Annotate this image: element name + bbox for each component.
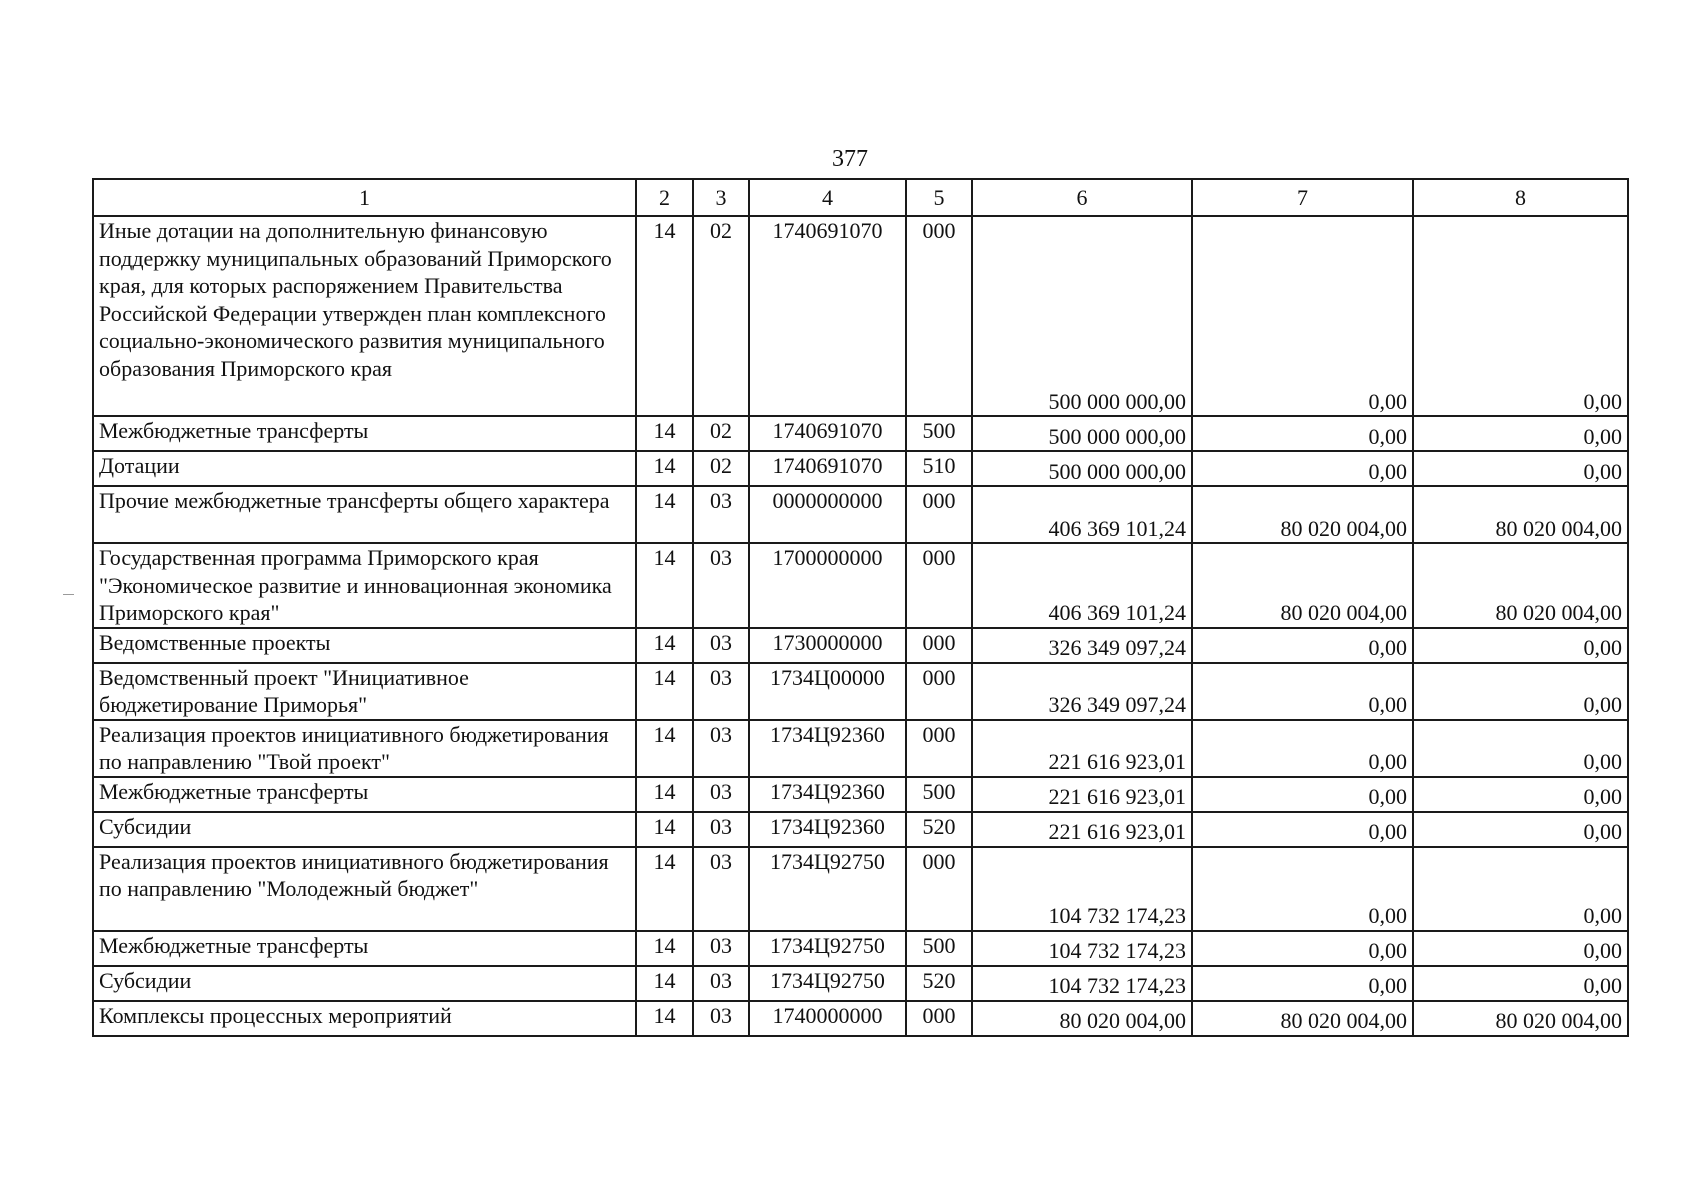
subsection-code: 03: [693, 628, 749, 663]
row-name: Реализация проектов инициативного бюджетирования по направлению "Твой проект": [93, 720, 636, 777]
amount-col6: 221 616 923,01: [972, 720, 1192, 777]
column-header: 2: [636, 179, 693, 216]
amount-col8: 0,00: [1413, 931, 1628, 966]
table-row: [93, 486, 1628, 543]
column-header: 7: [1192, 179, 1413, 216]
row-name: Прочие межбюджетные трансферты общего характера: [93, 486, 636, 543]
amount-col7: 0,00: [1192, 628, 1413, 663]
target-article-code: 1734Ц92750: [749, 966, 906, 1001]
expense-type-code: 000: [906, 486, 972, 543]
subsection-code: 03: [693, 720, 749, 777]
amount-col7: 80 020 004,00: [1192, 1001, 1413, 1036]
expense-type-code: 000: [906, 543, 972, 628]
expense-type-code: 000: [906, 628, 972, 663]
target-article-code: 0000000000: [749, 486, 906, 543]
amount-col8: 0,00: [1413, 216, 1628, 416]
row-name: Иные дотации на дополнительную финансовую поддержку муниципальных образований Приморского края, для которых распоряжением Правительства Российской Федерации утвержден план комплексного социально-экономического развития муниципального образования Приморского края: [93, 216, 636, 416]
section-code: 14: [636, 777, 693, 812]
amount-col8: 0,00: [1413, 663, 1628, 720]
target-article-code: 1734Ц92360: [749, 812, 906, 847]
budget-table: [92, 178, 1629, 1037]
target-article-code: 1730000000: [749, 628, 906, 663]
amount-col7: 80 020 004,00: [1192, 486, 1413, 543]
amount-col6: 406 369 101,24: [972, 486, 1192, 543]
section-code: 14: [636, 216, 693, 416]
amount-col8: 0,00: [1413, 812, 1628, 847]
subsection-code: 03: [693, 543, 749, 628]
amount-col7: 80 020 004,00: [1192, 543, 1413, 628]
target-article-code: 1740691070: [749, 451, 906, 486]
subsection-code: 03: [693, 777, 749, 812]
section-code: 14: [636, 451, 693, 486]
amount-col6: 326 349 097,24: [972, 628, 1192, 663]
amount-col6: 80 020 004,00: [972, 1001, 1192, 1036]
section-code: 14: [636, 1001, 693, 1036]
expense-type-code: 520: [906, 812, 972, 847]
expense-type-code: 000: [906, 720, 972, 777]
row-name: Государственная программа Приморского края "Экономическое развитие и инновационная экономика Приморского края": [93, 543, 636, 628]
section-code: 14: [636, 416, 693, 451]
page-number: 377: [832, 146, 868, 172]
amount-col8: 0,00: [1413, 720, 1628, 777]
expense-type-code: 510: [906, 451, 972, 486]
amount-col8: 0,00: [1413, 966, 1628, 1001]
expense-type-code: 000: [906, 847, 972, 931]
subsection-code: 03: [693, 663, 749, 720]
margin-mark: [63, 594, 74, 595]
amount-col8: 0,00: [1413, 847, 1628, 931]
amount-col8: 80 020 004,00: [1413, 486, 1628, 543]
expense-type-code: 500: [906, 777, 972, 812]
amount-col8: 0,00: [1413, 777, 1628, 812]
row-name: Ведомственные проекты: [93, 628, 636, 663]
amount-col7: 0,00: [1192, 216, 1413, 416]
column-header: 3: [693, 179, 749, 216]
amount-col8: 80 020 004,00: [1413, 543, 1628, 628]
amount-col8: 0,00: [1413, 628, 1628, 663]
amount-col6: 326 349 097,24: [972, 663, 1192, 720]
section-code: 14: [636, 628, 693, 663]
row-name: Межбюджетные трансферты: [93, 416, 636, 451]
subsection-code: 02: [693, 416, 749, 451]
subsection-code: 02: [693, 451, 749, 486]
row-name: Субсидии: [93, 812, 636, 847]
subsection-code: 02: [693, 216, 749, 416]
expense-type-code: 520: [906, 966, 972, 1001]
section-code: 14: [636, 720, 693, 777]
table-row: [93, 543, 1628, 628]
section-code: 14: [636, 847, 693, 931]
amount-col6: 500 000 000,00: [972, 416, 1192, 451]
section-code: 14: [636, 966, 693, 1001]
amount-col7: 0,00: [1192, 720, 1413, 777]
target-article-code: 1740691070: [749, 216, 906, 416]
amount-col7: 0,00: [1192, 812, 1413, 847]
row-name: Ведомственный проект "Инициативное бюджетирование Приморья": [93, 663, 636, 720]
table-row: [93, 812, 1628, 847]
amount-col7: 0,00: [1192, 451, 1413, 486]
table-row: [93, 451, 1628, 486]
expense-type-code: 000: [906, 663, 972, 720]
amount-col7: 0,00: [1192, 777, 1413, 812]
table-row: [93, 847, 1628, 931]
subsection-code: 03: [693, 847, 749, 931]
target-article-code: 1734Ц00000: [749, 663, 906, 720]
subsection-code: 03: [693, 812, 749, 847]
table-row: [93, 663, 1628, 720]
target-article-code: 1740691070: [749, 416, 906, 451]
amount-col8: 0,00: [1413, 451, 1628, 486]
table-row: [93, 628, 1628, 663]
target-article-code: 1734Ц92750: [749, 931, 906, 966]
section-code: 14: [636, 812, 693, 847]
expense-type-code: 000: [906, 216, 972, 416]
section-code: 14: [636, 663, 693, 720]
amount-col6: 104 732 174,23: [972, 847, 1192, 931]
row-name: Межбюджетные трансферты: [93, 931, 636, 966]
amount-col7: 0,00: [1192, 847, 1413, 931]
column-header: 8: [1413, 179, 1628, 216]
target-article-code: 1740000000: [749, 1001, 906, 1036]
table-row: [93, 720, 1628, 777]
amount-col6: 104 732 174,23: [972, 966, 1192, 1001]
table-row: [93, 1001, 1628, 1036]
expense-type-code: 000: [906, 1001, 972, 1036]
row-name: Дотации: [93, 451, 636, 486]
table-row: [93, 931, 1628, 966]
amount-col6: 406 369 101,24: [972, 543, 1192, 628]
target-article-code: 1734Ц92360: [749, 720, 906, 777]
subsection-code: 03: [693, 486, 749, 543]
amount-col6: 500 000 000,00: [972, 216, 1192, 416]
amount-col6: 500 000 000,00: [972, 451, 1192, 486]
amount-col7: 0,00: [1192, 931, 1413, 966]
section-code: 14: [636, 486, 693, 543]
column-header: 6: [972, 179, 1192, 216]
target-article-code: 1734Ц92750: [749, 847, 906, 931]
amount-col7: 0,00: [1192, 416, 1413, 451]
section-code: 14: [636, 543, 693, 628]
row-name: Реализация проектов инициативного бюджетирования по направлению "Молодежный бюджет": [93, 847, 636, 931]
table-row: [93, 966, 1628, 1001]
table-header-row: [93, 179, 1628, 216]
subsection-code: 03: [693, 931, 749, 966]
table-row: [93, 216, 1628, 416]
amount-col8: 0,00: [1413, 416, 1628, 451]
row-name: Межбюджетные трансферты: [93, 777, 636, 812]
expense-type-code: 500: [906, 931, 972, 966]
target-article-code: 1734Ц92360: [749, 777, 906, 812]
expense-type-code: 500: [906, 416, 972, 451]
amount-col6: 104 732 174,23: [972, 931, 1192, 966]
subsection-code: 03: [693, 1001, 749, 1036]
table-row: [93, 777, 1628, 812]
column-header: 4: [749, 179, 906, 216]
column-header: 5: [906, 179, 972, 216]
target-article-code: 1700000000: [749, 543, 906, 628]
table-row: [93, 416, 1628, 451]
row-name: Комплексы процессных мероприятий: [93, 1001, 636, 1036]
amount-col6: 221 616 923,01: [972, 777, 1192, 812]
column-header: 1: [93, 179, 636, 216]
amount-col6: 221 616 923,01: [972, 812, 1192, 847]
section-code: 14: [636, 931, 693, 966]
amount-col7: 0,00: [1192, 966, 1413, 1001]
amount-col7: 0,00: [1192, 663, 1413, 720]
subsection-code: 03: [693, 966, 749, 1001]
amount-col8: 80 020 004,00: [1413, 1001, 1628, 1036]
row-name: Субсидии: [93, 966, 636, 1001]
